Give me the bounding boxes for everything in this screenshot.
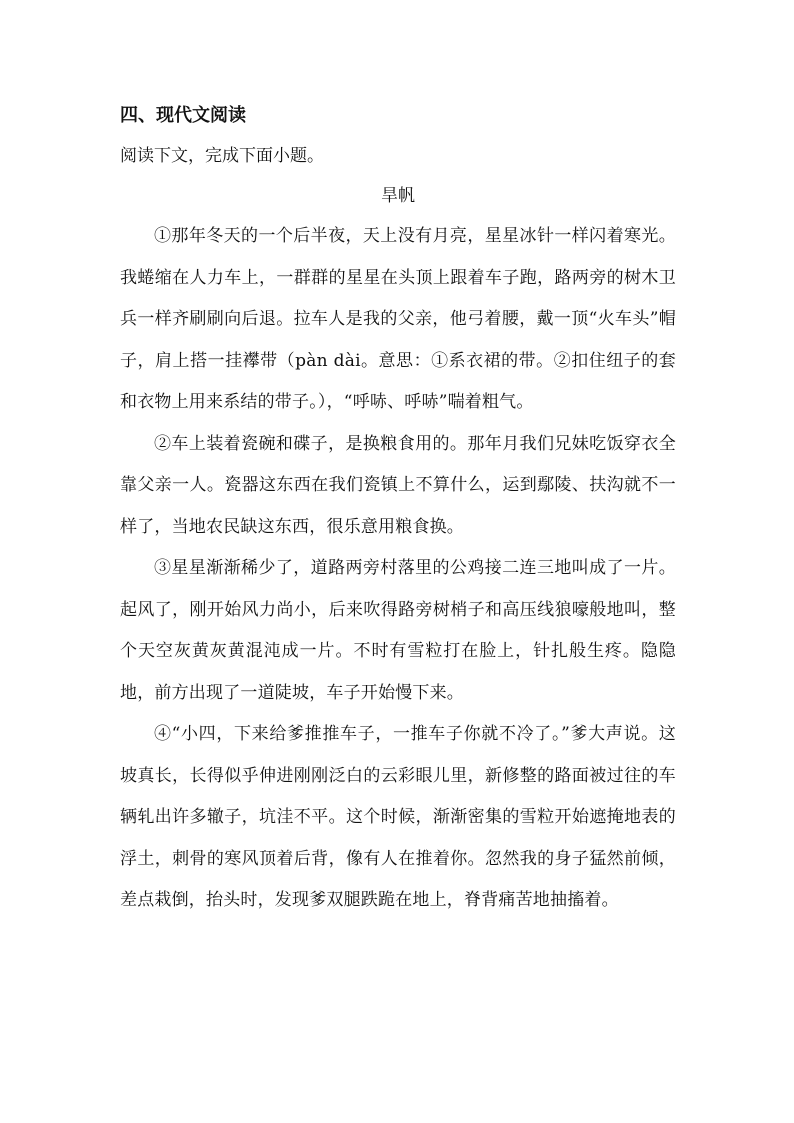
section-heading: 四、现代文阅读: [120, 105, 246, 126]
reading-instruction: 阅读下文，完成下面小题。: [120, 146, 324, 166]
document-page: [120, 96, 676, 922]
paragraph-4: ④“小四，下来给爹推推车子，一推车子你就不冷了。”爹大声说。这坡真长，长得似乎伸进刚刚泛白的云彩眼儿里，新修整的路面被过往的车辆轧出许多辙子，坑洼不平。这个时候，渐渐密集的雪粒开始遮掩地表的浮土，刺骨的寒风顶着后背，像有人在推着你。忽然我的身子猛然前倾，差点栽倒，抬头时，发现爹双腿跌跪在地上，脊背痛苦地抽搐着。: [120, 724, 676, 910]
paragraph-2: ②车上装着瓷碗和碟子，是换粮食用的。那年月我们兄妹吃饭穿衣全靠父亲一人。瓷器这东西在我们瓷镇上不算什么，运到鄢陵、扶沟就不一样了，当地农民缺这东西，很乐意用粮食换。: [120, 433, 676, 537]
paragraph-3: ③星星渐渐稀少了，道路两旁村落里的公鸡接二连三地叫成了一片。起风了，刚开始风力尚小，后来吹得路旁树梢子和高压线狼嚎般地叫，整个天空灰黄灰黄混沌成一片。不时有雪粒打在脸上，针扎般生疼。隐隐地，前方出现了一道陡坡，车子开始慢下来。: [120, 558, 676, 703]
article-title: 旱帆: [381, 186, 415, 206]
paragraph-1: ①那年冬天的一个后半夜，天上没有月亮，星星冰针一样闪着寒光。我蜷缩在人力车上，一群群的星星在头顶上跟着车子跑，路两旁的树木卫兵一样齐刷刷向后退。拉车人是我的父亲，他弓着腰，戴一顶“火车头”帽子，肩上搭一挂襻带（pàn dài。意思：①系衣裙的带。②扣住纽子的套和衣物上用来系结的带子。），“呼哧、呼哧”喘着粗气。: [120, 226, 676, 412]
